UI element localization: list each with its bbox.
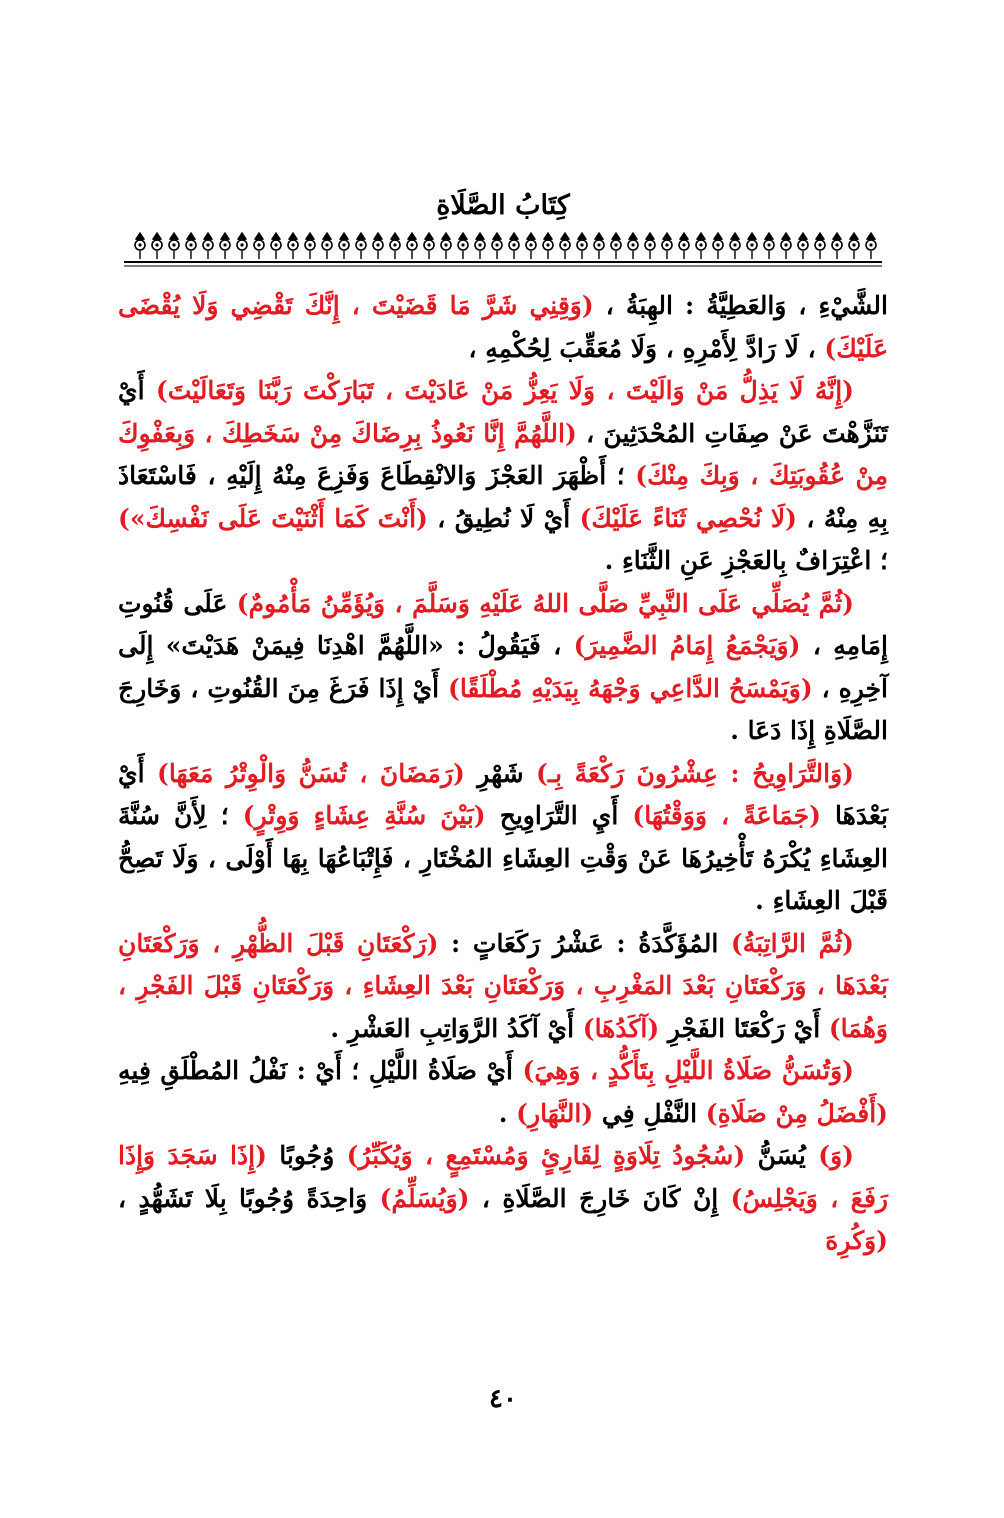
- ornament-motif: [594, 233, 604, 259]
- ornament-motif: [815, 233, 825, 259]
- matn-text: (وَ): [818, 1141, 854, 1170]
- sharh-text: أَيْ آكَدُ الرَّوَاتِبِ العَشْرِ .: [330, 1013, 583, 1043]
- sharh-text: النَّفْلِ فِي: [593, 1098, 706, 1128]
- sharh-text: عَلَى قُنُوتِ إِمَامِهِ ،: [118, 588, 888, 660]
- body-text: [118, 285, 888, 1263]
- sharh-text: شَهْرِ: [464, 758, 537, 788]
- sharh-text: إِنْ كَانَ خَارِجَ الصَّلَاةِ ،: [469, 1183, 731, 1213]
- text-paragraph: [118, 285, 888, 370]
- matn-text: (إِنَّهُ لَا يَذِلُّ مَنْ وَالَيْتَ ، وَلَا يَعِزُّ مَنْ عَادَيْتَ ، تَبَارَكْتَ رَبَّنَا وَتَعَالَيْتَ): [155, 376, 854, 405]
- sharh-text: وُجُوبًا: [266, 1141, 347, 1170]
- matn-text: (آكَدُهَا): [582, 1013, 660, 1043]
- text-paragraph: [118, 923, 888, 1051]
- ornament-motif: [407, 233, 417, 259]
- sharh-text: أَيْ إِذَا فَرَغَ مِنَ القُنُوتِ ، وَخَارِجَ الصَّلَاةِ إِذَا دَعَا .: [118, 673, 888, 745]
- text-paragraph: [118, 370, 888, 583]
- matn-text: (سُجُودُ تِلَاوَةٍ لِقَارِئٍ وَمُسْتَمِعٍ ، وَيُكَبِّرُ): [346, 1141, 746, 1170]
- text-paragraph: [118, 753, 888, 923]
- matn-text: (جَمَاعَةً ، وَوَقْتُهَا): [632, 801, 821, 830]
- ornament-motif: [611, 233, 621, 259]
- ornament-motif: [713, 233, 723, 259]
- ornament-motif: [305, 233, 315, 259]
- ornament-motif: [645, 233, 655, 259]
- ornament-motif: [798, 233, 808, 259]
- matn-text: (رَمَضَانَ ، تُسَنُّ وَالْوِتْرُ مَعَهَا): [156, 758, 465, 788]
- sharh-text: ؛ اعْتِرَافٌ بِالعَجْزِ عَنِ الثَّنَاءِ .: [604, 546, 888, 575]
- sharh-text: .: [498, 1098, 517, 1128]
- sharh-text: أَيْ تَنَزَّهْتَ عَنْ صِفَاتِ المُحْدَثِينَ ،: [118, 376, 888, 448]
- page-header-title: كِتَابُ الصَّلَاةِ: [436, 190, 570, 221]
- page-number: ٤٠: [489, 1384, 517, 1414]
- sharh-text: الشَّيْءِ ، وَالعَطِيَّةُ : الهِبَةُ ،: [593, 291, 888, 320]
- matn-text: (وَيَمْسَحُ الدَّاعِي وَجْهَهُ بِيَدَيْهِ مُطْلَقًا): [447, 673, 813, 703]
- ornament-motif: [356, 233, 366, 259]
- ornament-motif: [543, 233, 553, 259]
- sharh-text: ، فَيَقُولُ : «اللَّهُمَّ اهْدِنَا فِيمَنْ هَدَيْتَ» إِلَى آخِرِهِ ،: [118, 631, 888, 703]
- sharh-text: أَيْ رَكْعَتَا الفَجْرِ: [659, 1013, 829, 1043]
- sharh-text: أَيِ التَّرَاوِيحِ: [485, 801, 633, 830]
- sharh-text: أَيْ لَا نُطِيقُ ،: [427, 503, 580, 533]
- text-paragraph: [118, 1135, 888, 1263]
- sharh-text: أَيْ صَلَاةُ اللَّيْلِ ؛ أَيْ : نَفْلُ المُطْلَقِ فِيهِ: [118, 1056, 523, 1085]
- ornament-motif: [203, 233, 213, 259]
- ornament-motif: [254, 233, 264, 259]
- sharh-text: ؛ لِأَنَّ سُنَّةَ العِشَاءِ يُكْرَهُ تَأْخِيرُهَا عَنْ وَقْتِ العِشَاءِ المُخْتَارِ ، فَإِتْبَاعُهَا بِهَا أَوْلَى ، وَلَا تَصِحُّ قَبْلَ العِشَاءِ .: [118, 801, 888, 915]
- ornament-motif: [526, 233, 536, 259]
- ornament-motif: [288, 233, 298, 259]
- ornament-motif: [322, 233, 332, 259]
- book-page: [118, 0, 888, 1518]
- matn-text: (وَكُرِهَ: [825, 1226, 888, 1255]
- ornament-motif: [424, 233, 434, 259]
- matn-text: (وَيَجْمَعُ إِمَامُ الضَّمِيرَ): [573, 631, 801, 660]
- matn-text: (رَكْعَتَانِ قَبْلَ الظُّهْرِ ، وَرَكْعَتَانِ بَعْدَهَا ، وَرَكْعَتَانِ بَعْدَ المَغْرِبِ ، وَرَكْعَتَانِ بَعْدَ العِشَاءِ ، وَرَكْعَتَانِ قَبْلَ الفَجْرِ ، وَهُمَا): [118, 928, 888, 1043]
- matn-text: (وَتُسَنُّ صَلَاةُ اللَّيْلِ بِتَأَكُّدٍ ، وَهِيَ): [522, 1056, 854, 1085]
- matn-text: (النَّهَارِ): [516, 1098, 594, 1128]
- ornament-motif: [662, 233, 672, 259]
- matn-text: (لَا نُحْصِي ثَنَاءً عَلَيْكَ): [579, 503, 798, 533]
- matn-text: (أَفْضَلُ مِنْ صَلَاةِ): [705, 1098, 888, 1128]
- ornament-motif: [373, 233, 383, 259]
- sharh-text: المُؤَكَّدَةُ : عَشْرُ رَكَعَاتٍ :: [438, 928, 731, 958]
- ornament-motif: [390, 233, 400, 259]
- sharh-text: أَيْ بَعْدَهَا: [118, 758, 889, 830]
- ornament-motif: [849, 233, 859, 259]
- matn-text: (وَقِنِي شَرَّ مَا قَضَيْتَ ، إِنَّكَ تَقْضِي وَلَا يُقْضَى عَلَيْكَ): [118, 291, 888, 363]
- matn-text: (إِذَا سَجَدَ وَإِذَا رَفَعَ ، وَيَجْلِسُ): [118, 1141, 888, 1213]
- matn-text: (وَيُسَلِّمُ): [379, 1183, 470, 1213]
- ornament-motif: [492, 233, 502, 259]
- matn-text: (اللَّهُمَّ إِنَّا نَعُوذُ بِرِضَاكَ مِنْ سَخَطِكَ ، وَبِعَفْوِكَ مِنْ عُقُوبَتِكَ ، وَبِكَ مِنْكَ): [118, 418, 888, 490]
- ornament-motif: [475, 233, 485, 259]
- ornament-motif: [560, 233, 570, 259]
- ornament-motif: [271, 233, 281, 259]
- ornament-motif: [169, 233, 179, 259]
- ornament-motif: [509, 233, 519, 259]
- ornament-motif: [730, 233, 740, 259]
- ornament-motif: [781, 233, 791, 259]
- ornamental-divider: [118, 225, 888, 269]
- sharh-text: ، لَا رَادَّ لِأَمْرِهِ ، وَلَا مُعَقِّبَ لِحُكْمِهِ ،: [468, 333, 825, 363]
- sharh-text: يُسَنُّ: [745, 1141, 819, 1170]
- ornament-motif: [696, 233, 706, 259]
- ornament-motif: [832, 233, 842, 259]
- ornament-motif: [747, 233, 757, 259]
- ornament-motif: [441, 233, 451, 259]
- ornament-motif: [577, 233, 587, 259]
- sharh-text: ؛ أَظْهَرَ العَجْزَ وَالانْقِطَاعَ وَفَزِعَ مِنْهُ إِلَيْهِ ، فَاسْتَعَاذَ بِهِ مِنْهُ ،: [118, 461, 888, 533]
- ornament-motif: [764, 233, 774, 259]
- ornament-motif: [679, 233, 689, 259]
- matn-text: (وَالتَّرَاوِيحُ : عِشْرُونَ رَكْعَةً بِـ): [536, 758, 854, 788]
- text-paragraph: [118, 1050, 888, 1135]
- ornament-motif: [135, 233, 145, 259]
- ornament-motif: [152, 233, 162, 259]
- matn-text: (ثُمَّ الرَّاتِبَةُ): [730, 928, 854, 958]
- text-paragraph: [118, 583, 888, 753]
- ornament-motif: [339, 233, 349, 259]
- ornament-motif: [237, 233, 247, 259]
- ornament-motif: [186, 233, 196, 259]
- ornament-motif: [628, 233, 638, 259]
- matn-text: (ثُمَّ يُصَلِّي عَلَى النَّبِيِّ صَلَّى اللهُ عَلَيْهِ وَسَلَّمَ ، وَيُؤَمِّنُ مَأْمُومٌ): [236, 588, 854, 618]
- matn-text: (بَيْنَ سُنَّةِ عِشَاءٍ وَوِتْرٍ): [242, 801, 486, 830]
- ornament-motif: [866, 233, 876, 259]
- ornament-motif: [220, 233, 230, 259]
- ornament-motif: [458, 233, 468, 259]
- sharh-text: وَاحِدَةً وُجُوبًا بِلَا تَشَهُّدٍ ،: [118, 1183, 380, 1213]
- matn-text: (أَنْتَ كَمَا أَثْنَيْتَ عَلَى نَفْسِكَ»): [118, 503, 428, 533]
